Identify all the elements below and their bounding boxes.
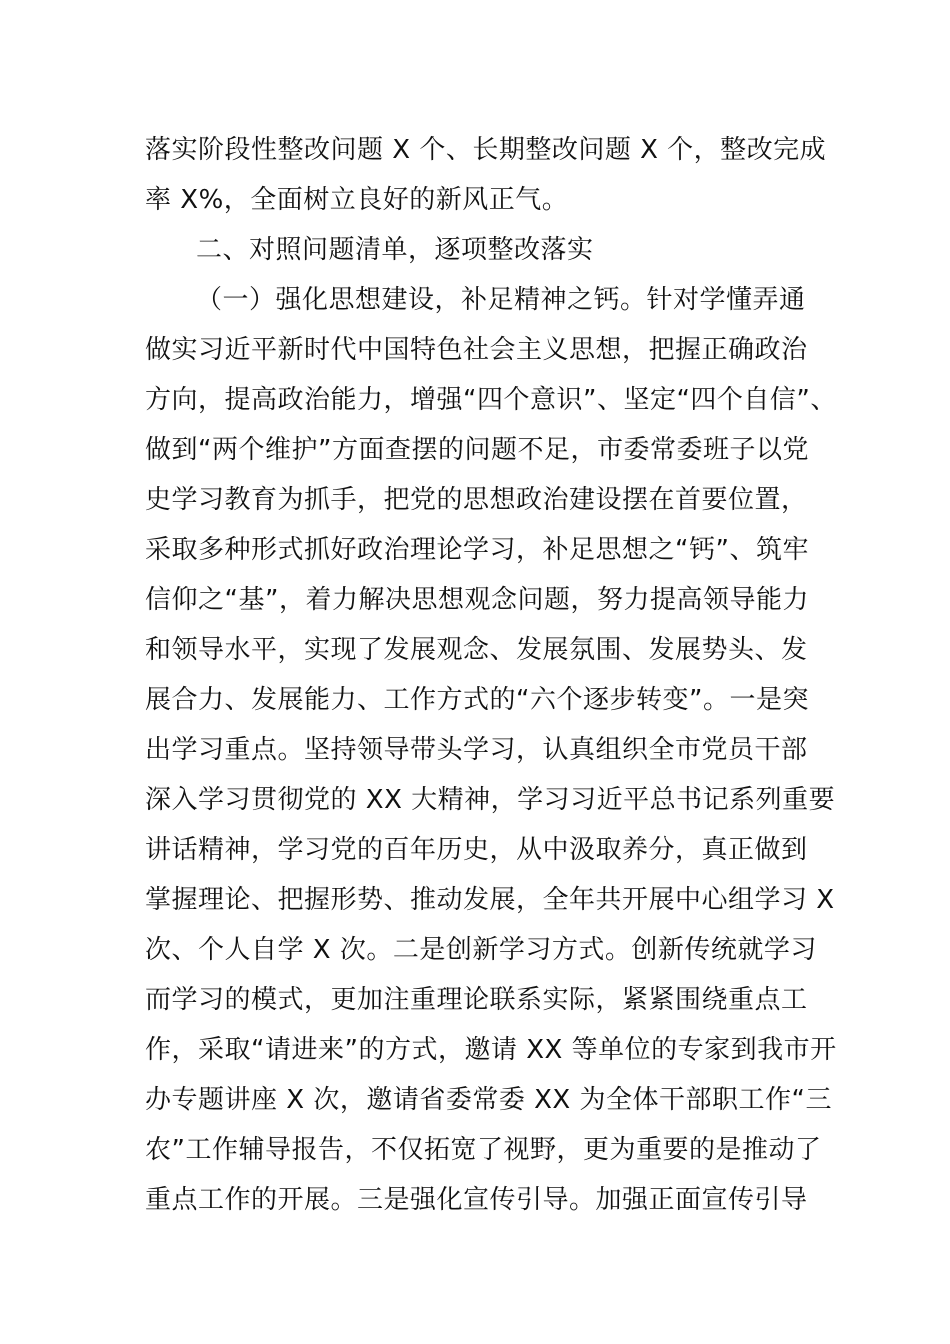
body-text-line: 落实阶段性整改问题 X 个、长期整改问题 X 个，整改完成 [145,135,827,165]
body-text-line: 讲话精神，学习党的百年历史，从中汲取养分，真正做到 [145,835,808,865]
body-text-line: 做实习近平新时代中国特色社会主义思想，把握正确政治 [145,335,808,365]
body-text-line: 信仰之“基”，着力解决思想观念问题，努力提高领导能力 [145,585,809,615]
subsection-first-line: （一）强化思想建设，补足精神之钙。针对学懂弄通 [196,285,806,315]
body-text-line: 农”工作辅导报告，不仅拓宽了视野，更为重要的是推动了 [145,1135,822,1165]
body-text-line: 做到“两个维护”方面查摆的问题不足，市委常委班子以党 [145,435,809,465]
body-text-line: 和领导水平，实现了发展观念、发展氛围、发展势头、发 [145,635,808,665]
body-text-line: 展合力、发展能力、工作方式的“六个逐步转变”。一是突 [145,685,809,715]
body-text-line: 采取多种形式抓好政治理论学习，补足思想之“钙”、筑牢 [145,535,809,565]
body-text-line: 办专题讲座 X 次，邀请省委常委 XX 为全体干部职工作“三 [145,1085,832,1115]
section-heading: 二、对照问题清单，逐项整改落实 [196,235,594,265]
body-text-line: 掌握理论、把握形势、推动发展，全年共开展中心组学习 X [145,885,835,915]
body-text-line: 重点工作的开展。三是强化宣传引导。加强正面宣传引导 [145,1185,808,1215]
body-text-line: 率 X%，全面树立良好的新风正气。 [145,185,569,215]
body-text-line: 方向，提高政治能力，增强“四个意识”、坚定“四个自信”、 [145,385,837,415]
body-text-line: 而学习的模式，更加注重理论联系实际，紧紧围绕重点工 [145,985,808,1015]
body-text-line: 次、个人自学 X 次。二是创新学习方式。创新传统就学习 [145,935,817,965]
body-text-line: 出学习重点。坚持领导带头学习，认真组织全市党员干部 [145,735,808,765]
body-text-line: 作，采取“请进来”的方式，邀请 XX 等单位的专家到我市开 [145,1035,837,1065]
body-text-line: 史学习教育为抓手，把党的思想政治建设摆在首要位置， [145,485,808,515]
body-text-line: 深入学习贯彻党的 XX 大精神，学习习近平总书记系列重要 [145,785,836,815]
